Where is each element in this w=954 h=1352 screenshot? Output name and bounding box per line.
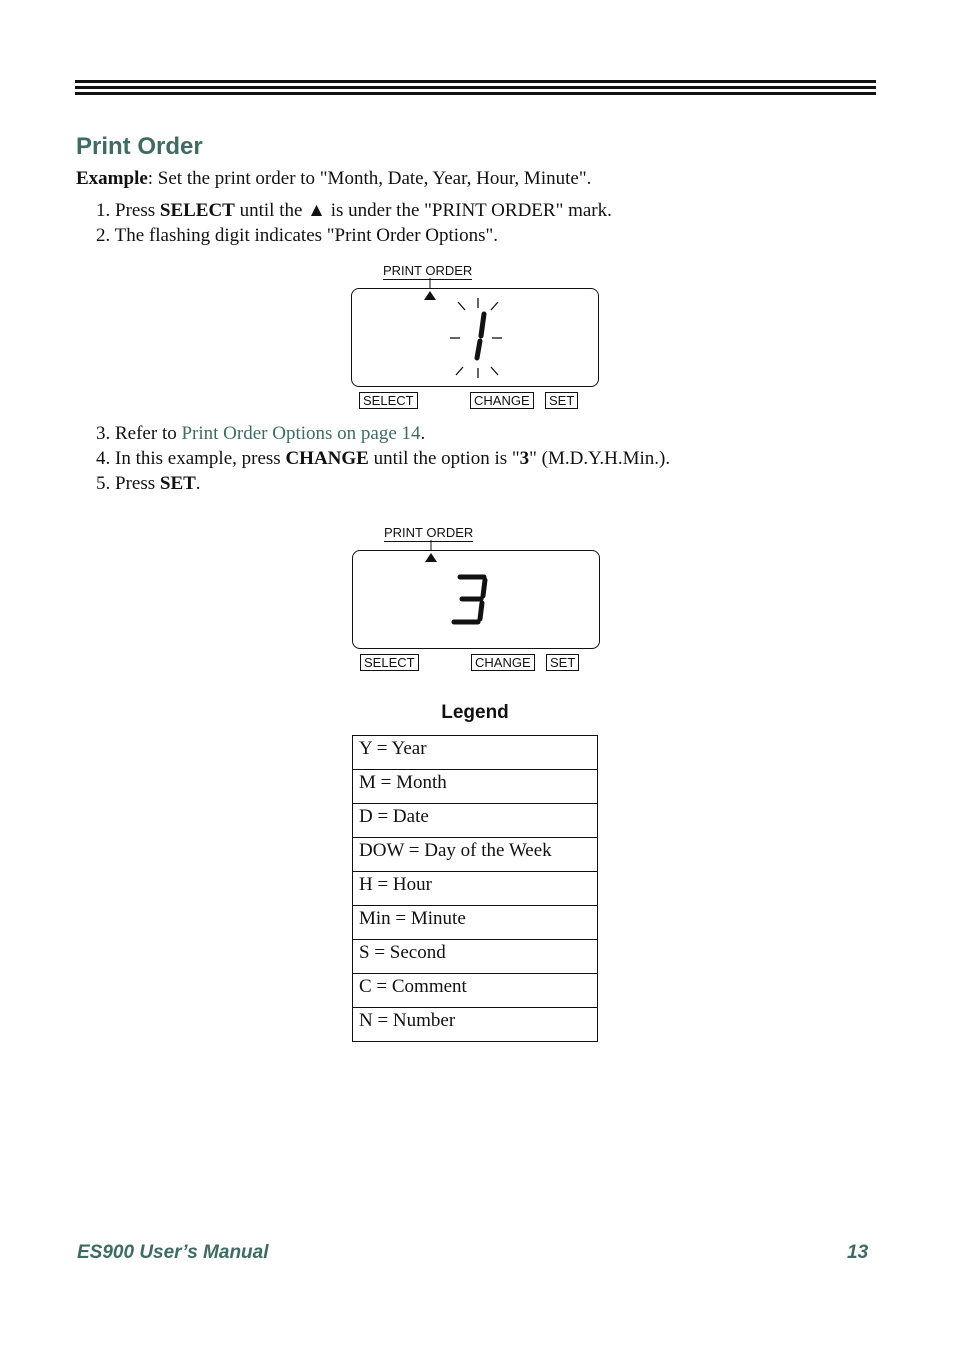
step-1 [96,200,612,222]
step-1-select-keyword: SELECT [159,200,235,221]
step-4 [96,448,670,470]
legend-title: Legend [441,702,509,723]
step-1-text: 1. Press [96,200,160,221]
legend-cell: N = Number [353,1008,598,1042]
legend-cell: D = Date [353,804,598,838]
step-5 [96,473,201,495]
step-5-text: 5. Press [96,473,160,494]
step-4-end: " (M.D.Y.H.Min.). [529,448,671,469]
step-5-set-keyword: SET [159,473,196,494]
step-2: 2. The flashing digit indicates "Print Order Options". [96,225,498,246]
print-order-options-link[interactable]: Print Order Options on page 14 [181,423,421,444]
table-row [353,906,598,940]
table-row [353,1008,598,1042]
print-order-label-2: PRINT ORDER [384,525,474,540]
legend-cell: DOW = Day of the Week [353,838,598,872]
legend-cell: Y = Year [353,736,598,770]
step-4-option-value: 3 [519,448,530,469]
step-4-text: 4. In this example, press [96,448,286,469]
print-order-label-1: PRINT ORDER [383,263,473,278]
legend-cell: S = Second [353,940,598,974]
legend-table [352,735,598,1042]
legend-cell: M = Month [353,770,598,804]
change-button-1: CHANGE [470,392,534,409]
table-row [353,974,598,1008]
set-button-1: SET [545,392,578,409]
step-4-change-keyword: CHANGE [285,448,369,469]
legend-cell: H = Hour [353,872,598,906]
example-text: : Set the print order to "Month, Date, Year, Hour, Minute". [147,168,592,189]
up-triangle-icon: ▲ [307,200,326,221]
set-button-2: SET [546,654,579,671]
change-button-2: CHANGE [471,654,535,671]
table-row [353,770,598,804]
select-button-2: SELECT [360,654,419,671]
step-1-end: is under the "PRINT ORDER" mark. [325,200,612,221]
header-rule-top [75,80,876,83]
flashing-digit-1 [446,296,506,382]
footer-page-number: 13 [847,1242,869,1263]
table-row [353,736,598,770]
step-3-end: . [420,423,426,444]
table-row [353,804,598,838]
digit-3-display [448,572,494,628]
step-3-text: 3. Refer to [96,423,182,444]
example-label: Example [76,168,148,189]
header-rule-middle [75,86,876,89]
step-1-mid: until the [234,200,308,221]
legend-cell: Min = Minute [353,906,598,940]
table-row [353,940,598,974]
header-rule-bottom [75,92,876,95]
table-row [353,872,598,906]
legend-cell: C = Comment [353,974,598,1008]
step-5-end: . [195,473,201,494]
step-3 [96,423,425,445]
page-title: Print Order [76,133,203,160]
select-button-1: SELECT [359,392,418,409]
footer-manual-title: ES900 User’s Manual [77,1242,269,1263]
table-row [353,838,598,872]
step-4-mid: until the option is " [368,448,520,469]
example-line [76,168,591,190]
